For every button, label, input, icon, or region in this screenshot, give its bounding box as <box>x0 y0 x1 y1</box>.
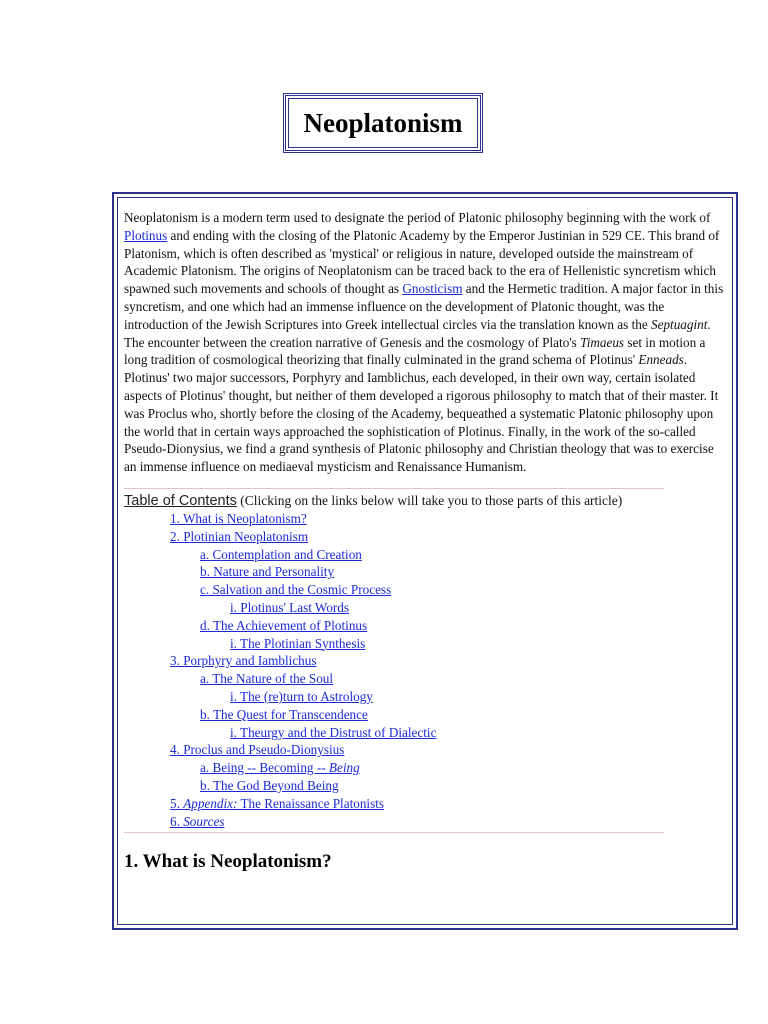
toc-note: (Clicking on the links below will take you to those parts of this article) <box>236 492 623 508</box>
toc-item <box>124 777 724 795</box>
toc-item <box>124 617 724 635</box>
toc-link[interactable] <box>230 636 365 651</box>
toc-link[interactable] <box>230 600 349 615</box>
toc-item <box>124 652 724 670</box>
toc-link-text: b. The God Beyond Being <box>200 777 339 793</box>
toc-link[interactable] <box>200 618 367 633</box>
toc-link-text: c. Salvation and the Cosmic Process <box>200 582 392 598</box>
toc-link[interactable] <box>170 814 224 829</box>
toc-link[interactable] <box>200 564 334 579</box>
intro-link-gnosticism[interactable]: Gnosticism <box>402 281 463 297</box>
toc-link-text: Being <box>328 760 360 776</box>
toc-link-text: b. Nature and Personality <box>200 564 335 580</box>
toc-link-text: i. Theurgy and the Distrust of Dialectic <box>230 724 437 740</box>
intro-text: and the Hermetic tradition. A major factor in this syncretism, and one which had an immense influence on the development of Platonic thought, was the introduction of the Jewish Scriptures into Greek intellectual circles via the translation known as the <box>124 281 724 332</box>
intro-text: Neoplatonism is a modern term used to designate the period of Platonic philosophy beginning with the work of <box>124 210 711 225</box>
intro-italic: Enneads <box>638 352 684 368</box>
intro-text: . Plotinus' two major successors, Porphyry and Iamblichus, each developed, in their own way, certain isolated aspects of Plotinus' thought, but neither of them developed a rigorous philosophy to match that of their master. It was Proclus who, shortly before the closing of the Academy, bequeathed a systematic Platonic philosophy upon the world that in certain ways approached the sophistication of Plotinus. Finally, in the work of the so-called Pseudo-Dionysius, we find a grand synthesis of Platonic philosophy and Christian theology that was to exercise an immense influence on mediaeval mysticism and Renaissance Humanism. <box>124 352 719 475</box>
toc-link-text: a. Contemplation and Creation <box>200 546 362 562</box>
toc-item <box>124 581 724 599</box>
intro-text: set in motion a long tradition of cosmological theorizing that finally culminated in the grand schema of Plotinus' <box>124 334 706 368</box>
toc-link-text: b. The Quest for Transcendence <box>200 706 368 722</box>
toc-item <box>124 635 724 653</box>
intro-italic: Septuagint <box>651 316 708 332</box>
toc-item <box>124 510 724 528</box>
toc-link-text: 5. <box>170 795 184 811</box>
article-body <box>124 209 724 873</box>
section-heading: 1. What is Neoplatonism? <box>124 851 332 873</box>
toc-link[interactable] <box>170 742 344 757</box>
toc-item <box>124 795 724 813</box>
intro-text: . The encounter between the creation narrative of Genesis and the cosmology of Plato's <box>124 316 711 350</box>
toc-item <box>124 706 724 724</box>
table-of-contents <box>124 510 724 830</box>
toc-item <box>124 599 724 617</box>
toc-item <box>124 528 724 546</box>
toc-link[interactable] <box>170 796 384 811</box>
toc-link-text: i. Plotinus' Last Words <box>230 599 350 615</box>
article-box <box>112 192 738 930</box>
toc-item <box>124 813 724 831</box>
toc-item <box>124 670 724 688</box>
toc-heading <box>124 492 724 510</box>
toc-title: Table of Contents <box>124 492 237 509</box>
toc-link-text: Sources <box>183 813 225 829</box>
toc-link-text: a. Being -- Becoming -- <box>200 760 329 776</box>
toc-link-text: The Renaissance Platonists <box>237 795 385 811</box>
toc-link-text: i. The Plotinian Synthesis <box>230 635 366 651</box>
toc-link[interactable] <box>200 760 360 775</box>
intro-text: and ending with the closing of the Platonic Academy by the Emperor Justinian in 529 CE. This brand of Platonism, which is often described as 'mystical' or religious in nature, developed outside the mainstream of Academic Platonism. The origins of Neoplatonism can be traced back to the era of Hellenistic syncretism which spawned such movements and schools of thought as <box>124 227 720 297</box>
toc-item <box>124 741 724 759</box>
intro-italic: Timaeus <box>580 334 625 350</box>
toc-link-text: i. The (re)turn to Astrology <box>230 688 373 704</box>
toc-link-text: 6. <box>170 813 184 829</box>
divider <box>124 832 664 833</box>
toc-link-text: 3. Porphyry and Iamblichus <box>170 653 317 669</box>
toc-link-text: Appendix: <box>183 795 238 811</box>
toc-link[interactable] <box>200 707 368 722</box>
toc-link[interactable] <box>170 653 317 668</box>
toc-link[interactable] <box>200 582 391 597</box>
toc-item <box>124 724 724 742</box>
toc-item <box>124 546 724 564</box>
title-box <box>283 93 483 153</box>
toc-link[interactable] <box>200 778 339 793</box>
toc-link[interactable] <box>230 689 373 704</box>
toc-link[interactable] <box>230 725 436 740</box>
intro-link-plotinus[interactable]: Plotinus <box>124 227 168 243</box>
toc-link-text: d. The Achievement of Plotinus <box>200 617 368 633</box>
toc-link[interactable] <box>170 529 308 544</box>
intro-paragraph <box>124 209 724 476</box>
page-title: Neoplatonism <box>303 107 463 138</box>
toc-link[interactable] <box>200 671 333 686</box>
toc-item <box>124 563 724 581</box>
toc-link-text: 2. Plotinian Neoplatonism <box>170 528 309 544</box>
toc-item <box>124 759 724 777</box>
toc-item <box>124 688 724 706</box>
toc-link[interactable] <box>170 511 307 526</box>
toc-link[interactable] <box>200 547 362 562</box>
divider <box>124 488 664 489</box>
toc-link-text: 1. What is Neoplatonism? <box>170 510 307 526</box>
toc-link-text: a. The Nature of the Soul <box>200 671 334 687</box>
toc-link-text: 4. Proclus and Pseudo-Dionysius <box>170 742 345 758</box>
